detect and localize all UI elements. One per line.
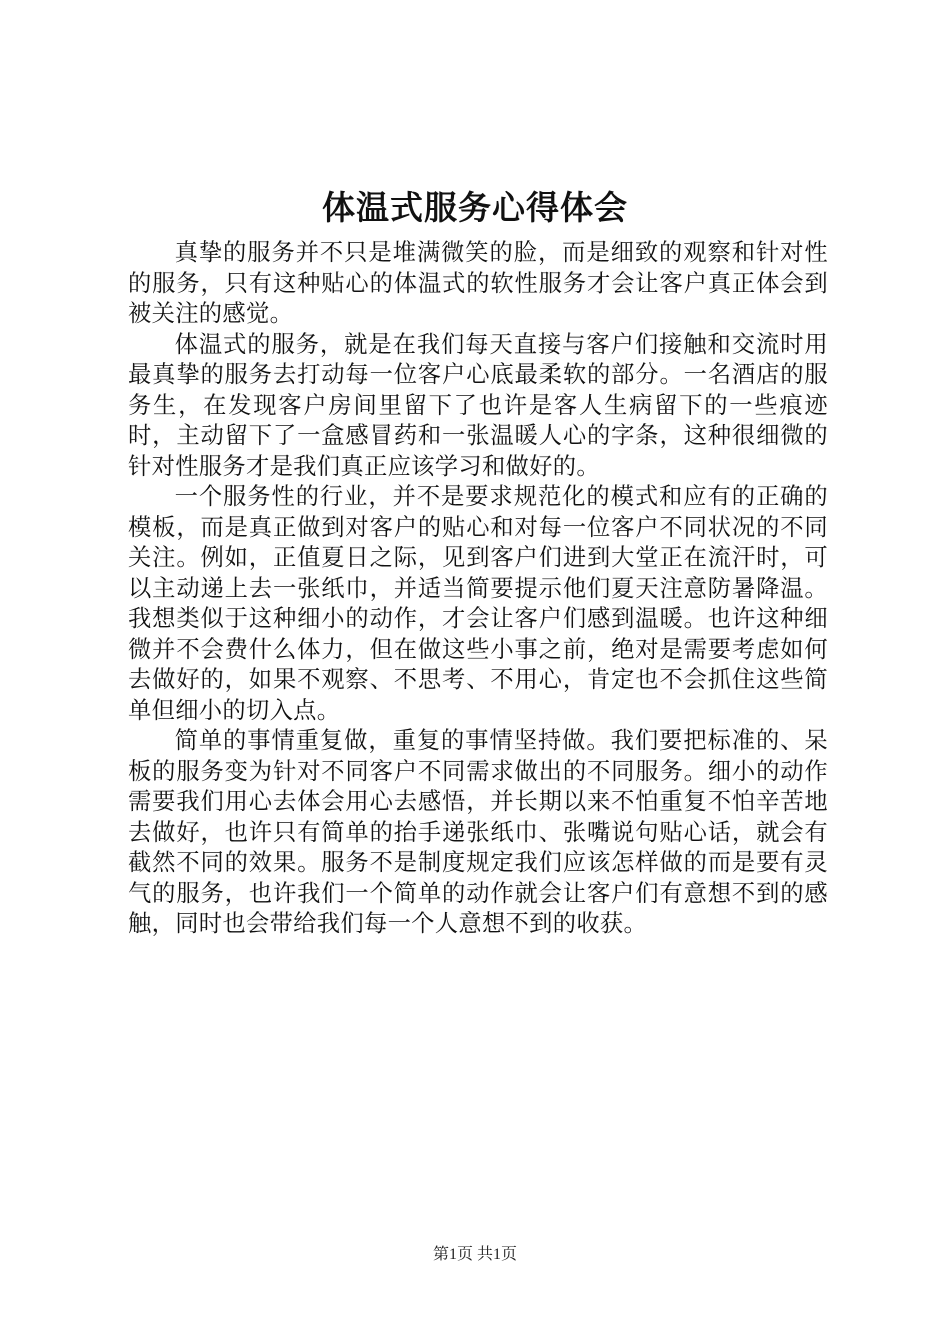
paragraph-3: 一个服务性的行业，并不是要求规范化的模式和应有的正确的模板，而是真正做到对客户的贴心和对每一位客户不同状况的不同关注。例如，正值夏日之际，见到客户们进到大堂正在流汗时，可以主动递上去一张纸巾，并适当简要提示他们夏天注意防暑降温。我想类似于这种细小的动作，才会让客户们感到温暖。也许这种细微并不会费什么体力，但在做这些小事之前，绝对是需要考虑如何去做好的，如果不观察、不思考、不用心，肯定也不会抓住这些简单但细小的切入点。 bbox=[128, 483, 828, 724]
page-number-footer: 第1页 共1页 bbox=[432, 1246, 517, 1263]
document-title: 体温式服务心得体会 bbox=[322, 188, 628, 227]
paragraph-2: 体温式的服务，就是在我们每天直接与客户们接触和交流时用最真挚的服务去打动每一位客户心底最柔软的部分。一名酒店的服务生，在发现客户房间里留下了也许是客人生病留下的一些痕迹时，主动留下了一盒感冒药和一张温暖人心的字条，这种很细微的针对性服务才是我们真正应该学习和做好的。 bbox=[128, 330, 828, 480]
paragraph-1: 真挚的服务并不只是堆满微笑的脸，而是细致的观察和针对性的服务，只有这种贴心的体温式的软性服务才会让客户真正体会到被关注的感觉。 bbox=[128, 239, 828, 327]
document-body bbox=[128, 238, 828, 940]
paragraph-4: 简单的事情重复做，重复的事情坚持做。我们要把标准的、呆板的服务变为针对不同客户不同需求做出的不同服务。细小的动作需要我们用心去体会用心去感悟，并长期以来不怕重复不怕辛苦地去做好，也许只有简单的抬手递张纸巾、张嘴说句贴心话，就会有截然不同的效果。服务不是制度规定我们应该怎样做的而是要有灵气的服务，也许我们一个简单的动作就会让客户们有意想不到的感触，同时也会带给我们每一个人意想不到的收获。 bbox=[128, 727, 828, 937]
